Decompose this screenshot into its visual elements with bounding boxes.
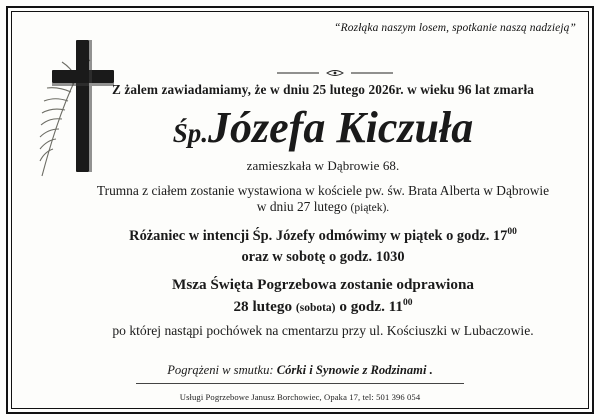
burial-line: po której nastąpi pochówek na cmentarzu przy ul. Kościuszki w Lubaczowie. [112,322,534,338]
mass-date-note: (sobota) [295,301,336,314]
ornament-divider [116,68,554,78]
mourners-prefix: Pogrążeni w smutku: [167,363,277,377]
deceased-name: Józefa Kiczuła [208,103,474,152]
motto-text: “Rozłąka naszym losem, spotkanie naszą nadzieją” [334,22,576,34]
mass-time-minutes: 00 [403,297,413,308]
funeral-home-footer: Usługi Pogrzebowe Janusz Borchowiec, Opaka 17, tel: 501 396 054 [179,392,421,402]
notice-content [16,16,584,404]
mourners-names: Córki i Synowie z Rodzinami . [276,363,433,377]
rosary-line-2-text: oraz w sobotę o godz. 10 [241,248,391,265]
rosary-line-1 [76,226,570,246]
deceased-address: zamieszkała w Dąbrowie 68. [246,157,400,173]
footer-divider [136,383,464,384]
notice-body [76,82,570,339]
rosary-line-2-minutes: 30 [390,248,405,265]
coffin-line-2: w dniu 27 lutego [256,199,348,215]
rosary-line-1-text: Różaniec w intencji Śp. Józefy odmówimy w piątek o godz. 17 [129,228,508,245]
announcement-line: Z żalem zawiadamiamy, że w dniu 25 lutego 2026r. w wieku 96 lat zmarła [111,82,534,97]
coffin-info [76,183,570,217]
mass-date: 28 lutego [233,297,293,315]
mass-line: Msza Święta Pogrzebowa zostanie odprawiona [171,275,475,293]
deceased-name-line [76,104,570,152]
coffin-line-1: Trumna z ciałem zostanie wystawiona w kościele pw. św. Brata Alberta w Dąbrowie [96,182,550,198]
mass-date-line [76,298,570,316]
mourners-line [16,363,584,378]
coffin-line-2-note: (piątek). [350,202,390,215]
honorific: Śp. [172,118,209,148]
mass-time: o godz. 11 [339,297,404,315]
rosary-line-1-minutes: 00 [507,227,517,238]
rosary-line-2 [76,249,570,266]
